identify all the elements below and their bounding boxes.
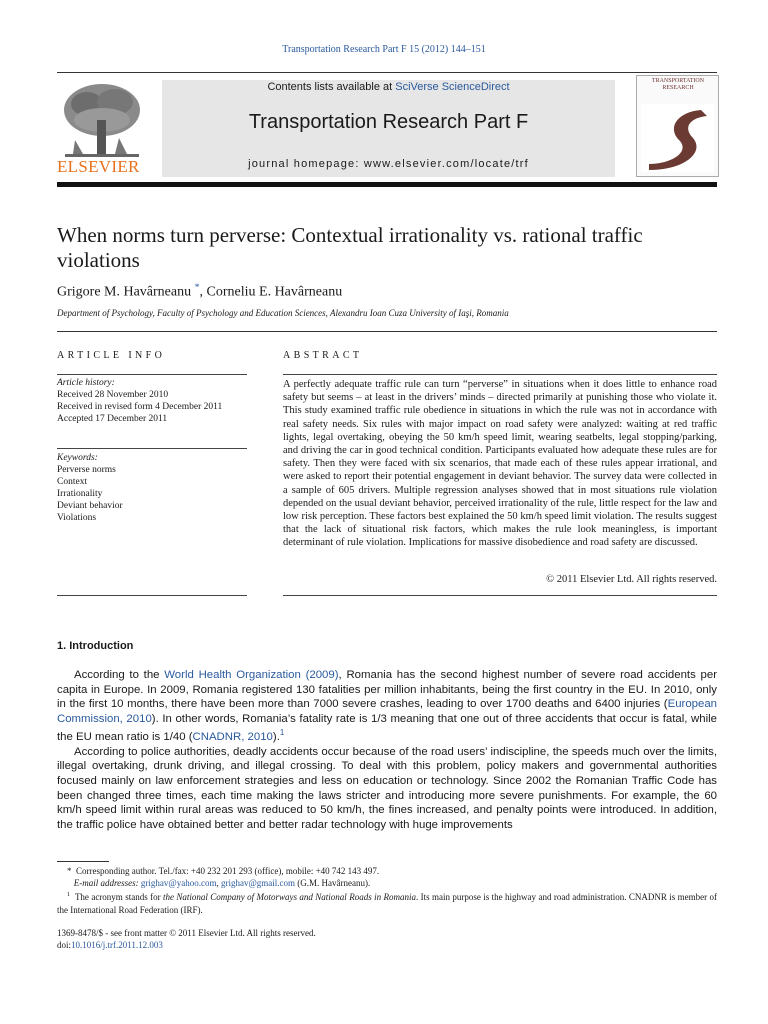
keywords-label: Keywords:	[57, 453, 98, 463]
cnadnr-citation-link[interactable]: CNADNR, 2010	[192, 731, 273, 744]
article-info-rule	[57, 374, 247, 375]
header-thick-rule	[57, 182, 717, 187]
journal-cover-thumbnail[interactable]	[636, 75, 719, 177]
intro-paragraph-1	[57, 668, 717, 745]
history-accepted: Accepted 17 December 2011	[57, 414, 168, 424]
ec-citation-link[interactable]: European Commission, 2010	[57, 698, 717, 725]
journal-homepage[interactable]: journal homepage: www.elsevier.com/locate/trf	[248, 158, 529, 170]
article-info-heading: ARTICLE INFO	[57, 350, 166, 361]
footnote-mark: 1	[67, 891, 71, 899]
keyword-item: Violations	[57, 513, 97, 523]
history-revised: Received in revised form 4 December 2011	[57, 402, 223, 412]
doi-link[interactable]: 10.1016/j.trf.2011.12.003	[71, 940, 163, 951]
keyword-item: Irrationality	[57, 489, 103, 499]
footnote-1	[57, 889, 717, 915]
abstract-rule	[283, 374, 717, 375]
journal-title: Transportation Research Part F	[248, 111, 529, 133]
affiliation: Department of Psychology, Faculty of Psychology and Education Sciences, Alexandru Ioan Cuza University of Iaşi, Romania	[57, 308, 509, 318]
footnote-rule	[57, 861, 109, 862]
title-divider	[57, 331, 717, 332]
keyword-item: Context	[57, 477, 88, 487]
corresponding-author-mark[interactable]: *	[194, 282, 200, 293]
cover-title: TRANSPORTATION RESEARCH	[651, 78, 705, 91]
text-run: ). In other words, Romania’s fatality rate is 1/3 meaning that one out of three accidents that occur is fatal, while the EU mean ratio is 1/40 (	[57, 712, 717, 744]
doi-label: doi:	[57, 940, 72, 951]
text-run: , Romania has the second highest number of severe road accidents per capita in Europe. In 2009, Romania registered 130 fatalities per million inhabitants, being the first country in the EU. In 2010, only in the first 10 months, there have been more than 7000 severe crashes, leading to over 1700 deaths and 6400 injuries (	[57, 669, 717, 711]
doi-line	[57, 939, 717, 951]
abstract-copyright: © 2011 Elsevier Ltd. All rights reserved.	[546, 574, 717, 585]
footnote-text: Corresponding author. Tel./fax: +40 232 201 293 (office), mobile: +40 742 143 497.	[76, 866, 380, 876]
cover-road-image	[641, 104, 714, 172]
article-history	[57, 377, 247, 425]
text-run: ).	[272, 731, 280, 744]
history-received: Received 28 November 2010	[57, 390, 169, 400]
abstract-text: A perfectly adequate traffic rule can turn “perverse” in situations when it does little to enhance road safety but seems – at least in the drivers’ minds – directed primarily at punishing those who violate it. This study examined traffic rule obedience in situations in which the rule was not in accordance with real safety needs. Six rules with major impact on road safety were analyzed: waiting at red traffic lights, legal overtaking, obeying the 50 km/h speed limit, wearing seatbelts, legal stopping/parking, and driving the car in good technical condition. Participants evaluated how adequate these rules are for safety. Then they were faced with six scenarios, that made each of these rules appear irrational, and were asked to report their potential engagement in deviant behavior. The survey data were collected in a sample of 605 drivers. Multiple regression analyses showed that in most situations rule violation depended on the usual deviant behavior, perceived irrationality of the rule, little respect for the law and low risk perception. These factors best explained the 50 km/h speed limit violation. The results suggest that the lack of situational risk factors, which makes the rule look meaningless, is important determinant of rule violation. Implications for massive disobedience and road safety are discussed.	[283, 379, 717, 549]
author-1[interactable]: Grigore M. Havârneanu	[57, 284, 192, 300]
text-run: ,	[216, 878, 221, 889]
introduction-heading: 1. Introduction	[57, 640, 134, 652]
email-link-1[interactable]: grighav@yahoo.com	[140, 878, 217, 889]
who-citation-link[interactable]: World Health Organization (2009)	[164, 669, 339, 681]
issn-line: 1369-8478/$ - see front matter © 2011 Elsevier Ltd. All rights reserved.	[57, 928, 316, 938]
article-title: When norms turn perverse: Contextual irrationality vs. rational traffic violations	[57, 223, 643, 272]
introduction-body	[57, 668, 717, 832]
contents-prefix: Contents lists available at	[267, 81, 396, 93]
intro-paragraph-2: According to police authorities, deadly accidents occur because of the road users’ indiscipline, the speeds much over the limits, illegal overtaking, drunk driving, and illegal crossing. To deal with this problem, policy makers and governmental authorities focused mainly on law enforcement strategies and less on education or technology. Since 2002 the Romanian Traffic Code has been changed three times, each time making the laws stricter and introducing more severe punishments. For example, the 60 km/h speed limit within rural areas was reduced to 50 km/h, the fines increased, and penalty points were introduced. In addition, the traffic police have obtained better and better radar technology with huge improvements	[57, 745, 717, 831]
keyword-item: Deviant behavior	[57, 501, 123, 511]
history-rule	[57, 448, 247, 449]
text-run: The acronym stands for	[74, 892, 163, 903]
footnotes	[57, 865, 717, 916]
elsevier-wordmark: ELSEVIER	[57, 157, 140, 176]
author-separator: ,	[199, 284, 207, 300]
keywords-block	[57, 452, 247, 524]
journal-citation[interactable]: Transportation Research Part F 15 (2012) 144–151	[282, 44, 486, 55]
text-run: the National Company of Motorways and National Roads in Romania	[162, 892, 416, 903]
footnote-1-ref[interactable]: 1	[279, 728, 285, 738]
email-link-2[interactable]: grighav@gmail.com	[220, 878, 295, 889]
text-run: (G.M. Havârneanu).	[294, 878, 371, 889]
author-2[interactable]: Corneliu E. Havârneanu	[206, 284, 343, 300]
corresponding-author-note	[57, 865, 717, 877]
text-run: . Its main purpose is the highway and road administration. CNADNR is member of the International Road Federation (IRF).	[57, 892, 717, 915]
author-list	[57, 282, 342, 301]
front-matter	[57, 927, 717, 951]
history-label: Article history:	[57, 378, 115, 388]
article-info-bottom-rule	[57, 595, 247, 596]
contents-availability	[162, 81, 615, 93]
footnote-mark: *	[67, 866, 72, 876]
email-label: E-mail addresses:	[73, 878, 139, 889]
sciencedirect-link[interactable]: SciVerse ScienceDirect	[395, 81, 510, 93]
abstract-bottom-rule	[283, 595, 717, 596]
top-divider	[57, 72, 717, 73]
abstract-heading: ABSTRACT	[283, 350, 363, 361]
keyword-item: Perverse norms	[57, 465, 116, 475]
email-note	[57, 877, 717, 889]
text-run: According to the	[74, 669, 165, 681]
